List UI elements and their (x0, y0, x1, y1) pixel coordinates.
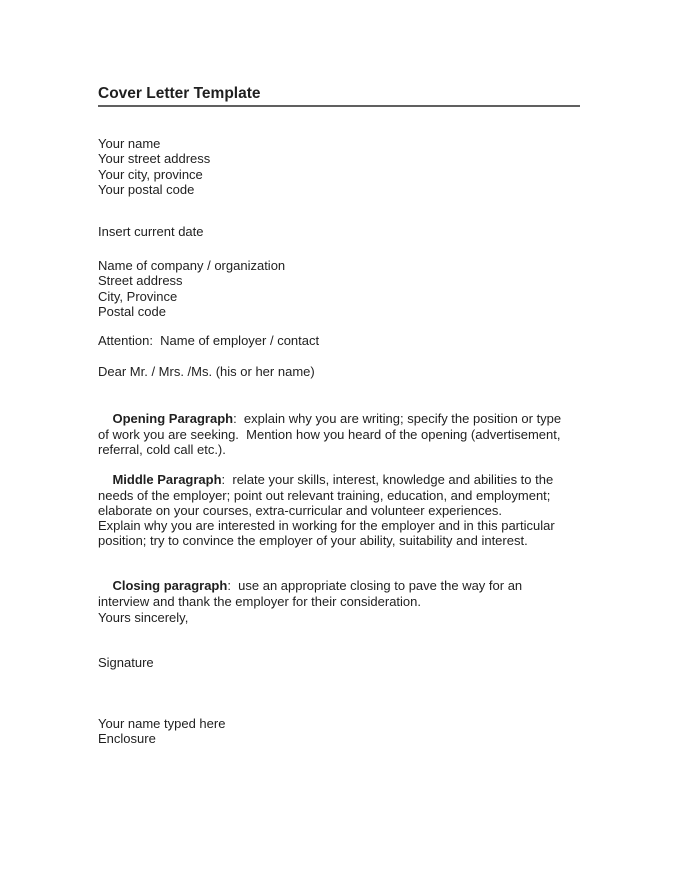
sender-name-line: Your name (98, 136, 161, 151)
recipient-address-block (98, 258, 574, 320)
enclosure-line: Enclosure (98, 731, 156, 747)
sender-address-block (98, 136, 574, 198)
signature-label: Signature (98, 655, 154, 670)
page-title: Cover Letter Template (98, 85, 580, 107)
opening-paragraph-lead: Opening Paragraph (112, 411, 234, 427)
recipient-company-line: Name of company / organization (98, 258, 286, 273)
sender-postal-line: Your postal code (98, 182, 195, 198)
closing-paragraph-text: : use an appropriate closing to pave the way for an interview and thank the employer for their consideration. (98, 578, 526, 609)
closing-paragraph-lead: Closing paragraph (112, 578, 228, 594)
recipient-postal-line: Postal code (98, 304, 166, 320)
salutation-line: Dear Mr. / Mrs. /Ms. (his or her name) (98, 364, 315, 379)
sender-street-line: Your street address (98, 151, 211, 167)
explain-paragraph: Explain why you are interested in working for the employer and in this particular position; try to convince the employer of your ability, suitability and interest. (98, 518, 559, 549)
recipient-city-line: City, Province (98, 288, 178, 304)
date-line: Insert current date (98, 224, 204, 239)
typed-name-line: Your name typed here (98, 716, 226, 731)
recipient-street-line: Street address (98, 273, 183, 289)
opening-paragraph-text: : explain why you are writing; specify the position or type of work you are seeking. Mention how you heard of the opening (advertisement, referral, cold call etc.). (98, 411, 565, 458)
footer-block (98, 716, 574, 747)
middle-paragraph-text: : relate your skills, interest, knowledge and abilities to the needs of the employer; point out relevant training, education, and employment; elaborate on your courses, extra-curricular and volunteer experiences. (98, 472, 557, 519)
middle-paragraph-lead: Middle Paragraph (112, 472, 222, 488)
valediction-line: Yours sincerely, (98, 610, 189, 625)
attention-line: Attention: Name of employer / contact (98, 333, 320, 348)
sender-city-line: Your city, province (98, 166, 203, 182)
